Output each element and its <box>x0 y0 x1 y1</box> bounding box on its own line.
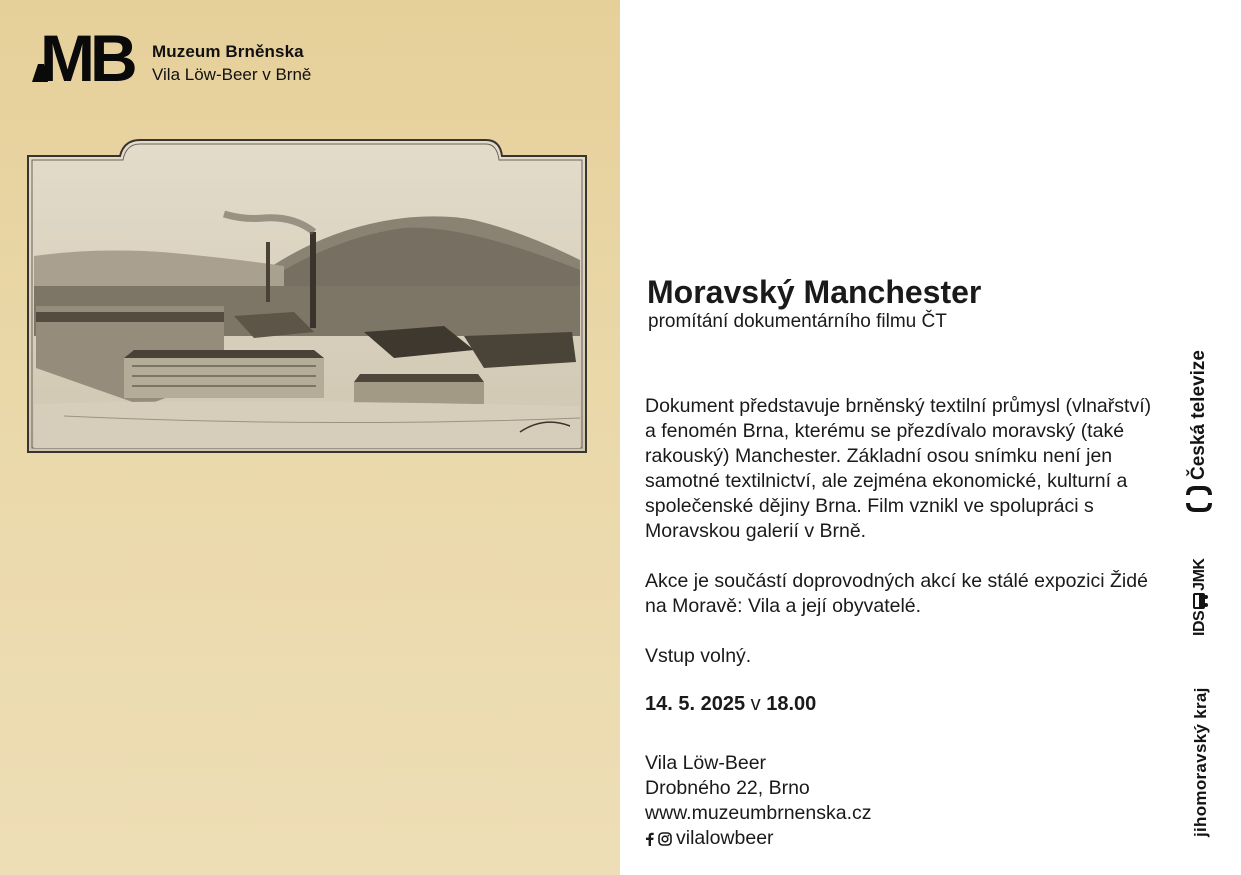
event-title: Moravský Manchester <box>647 274 982 310</box>
ids-jmk-logo <box>1191 559 1209 636</box>
jmk-label: JMK <box>1191 558 1208 591</box>
ids-label: IDS <box>1191 610 1208 636</box>
mb-logo-mark <box>28 28 144 84</box>
event-context: Akce je součástí doprovodných akcí ke stálé expozici Židé na Moravě: Vila a její obyvatelé. <box>645 570 1148 617</box>
venue-subtitle: Vila Löw-Beer v Brně <box>152 65 312 84</box>
museum-logo <box>28 28 348 88</box>
address-block <box>645 751 872 851</box>
museum-name: Muzeum Brněnska <box>152 42 304 61</box>
venue-name: Vila Löw-Beer <box>645 752 767 774</box>
region-logo: jihomoravský kraj <box>1191 687 1210 837</box>
facebook-icon[interactable] <box>645 832 654 846</box>
factory-engraving <box>24 136 590 466</box>
event-time: 18.00 <box>766 693 817 715</box>
date-connector: v <box>750 693 761 715</box>
admission-note: Vstup volný. <box>645 645 752 667</box>
website-link[interactable]: www.muzeumbrnenska.cz <box>645 802 872 824</box>
ids-bus-icon <box>1191 591 1209 611</box>
ceska-televize-logo <box>1186 350 1212 512</box>
social-handle[interactable]: vilalowbeer <box>676 827 774 849</box>
street-address: Drobného 22, Brno <box>645 777 810 799</box>
instagram-icon[interactable] <box>658 832 672 846</box>
event-description: Dokument představuje brněnský textilní průmysl (vlnařství) a fenomén Brna, kterému se přezdívalo moravský (také rakouský) Manchester. Základní osou snímku není jen samotné textilnictví, ale zejména ekonomické, kulturní a společenské dějiny Brna. Film vznikl ve spolupráci s Moravskou galerií v Brně. <box>645 395 1152 542</box>
social-row <box>645 826 872 851</box>
event-subtitle: promítání dokumentárního filmu ČT <box>648 311 947 332</box>
event-date: 14. 5. 2025 <box>645 693 746 715</box>
event-datetime <box>645 693 816 716</box>
ct-icon <box>1186 486 1212 512</box>
svg-text:MB: MB <box>40 28 133 84</box>
ct-name: Česká televize <box>1188 350 1209 480</box>
left-panel <box>0 0 620 875</box>
